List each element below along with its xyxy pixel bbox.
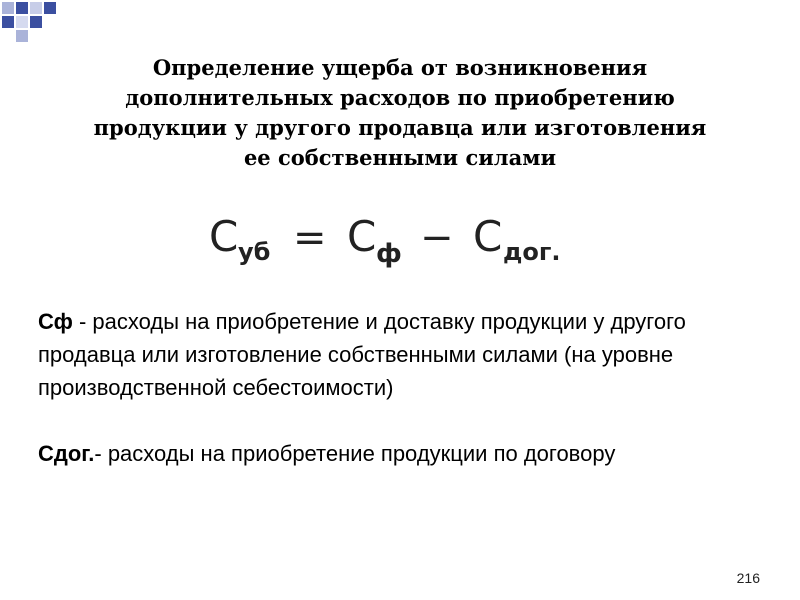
corner-square bbox=[16, 30, 28, 42]
formula-minus: − bbox=[420, 215, 454, 261]
formula-term1-main: С bbox=[347, 212, 377, 261]
formula-term2-main: С bbox=[473, 212, 503, 261]
definition-text: - расходы на приобретение и доставку продукции у другого продавца или изготовление собственными силами (на уровне производственной себестоимости) bbox=[38, 309, 686, 400]
damage-formula bbox=[205, 208, 580, 274]
formula-term2-sub: дог. bbox=[503, 238, 561, 266]
page-number: 216 bbox=[736, 570, 760, 586]
definition-text: - расходы на приобретение продукции по договору bbox=[94, 441, 616, 466]
slide-title bbox=[40, 53, 760, 173]
title-line: ее собственными силами bbox=[243, 145, 557, 170]
corner-square bbox=[2, 2, 14, 14]
title-line: Определение ущерба от возникновения bbox=[152, 55, 648, 80]
definition-term: Сдог. bbox=[38, 441, 95, 466]
definitions bbox=[38, 305, 768, 470]
formula-term1-sub: ф bbox=[376, 239, 402, 269]
formula-image bbox=[205, 208, 580, 274]
corner-square bbox=[2, 16, 14, 28]
corner-square bbox=[44, 2, 56, 14]
formula-lhs-main: С bbox=[209, 212, 239, 261]
formula-equals: = bbox=[293, 215, 327, 261]
corner-square bbox=[30, 16, 42, 28]
corner-square bbox=[16, 16, 28, 28]
corner-square bbox=[30, 2, 42, 14]
corner-square bbox=[16, 2, 28, 14]
formula-lhs-sub: уб bbox=[238, 238, 271, 266]
title-line: продукции у другого продавца или изготовления bbox=[93, 115, 707, 140]
definition-cdog bbox=[38, 437, 768, 470]
definition-cf bbox=[38, 305, 768, 404]
corner-decoration bbox=[0, 0, 60, 40]
definition-term: Сф bbox=[38, 309, 73, 334]
title-line: дополнительных расходов по приобретению bbox=[125, 85, 675, 110]
